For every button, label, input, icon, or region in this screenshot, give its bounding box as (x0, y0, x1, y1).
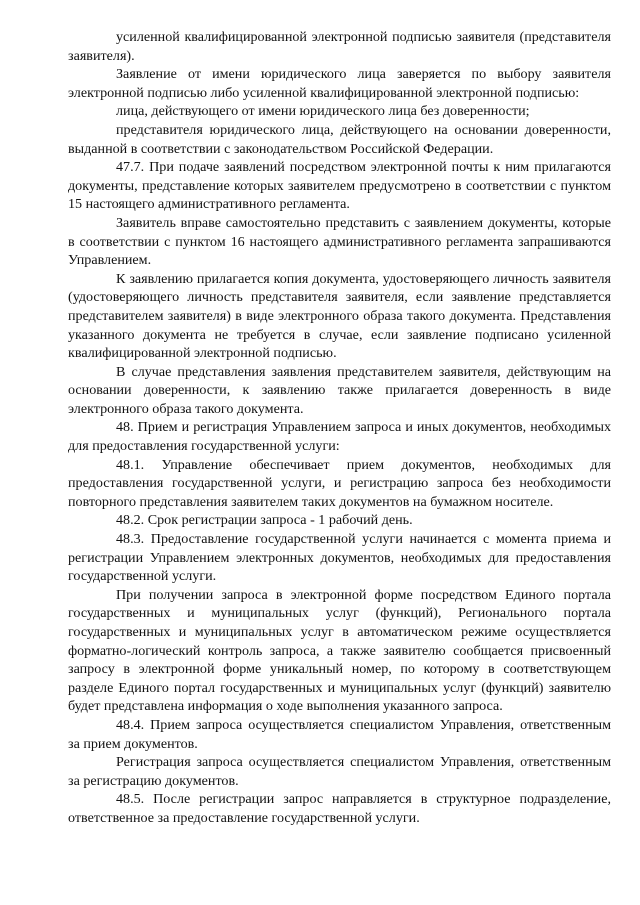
paragraph: К заявлению прилагается копия документа, удостоверяющего личность заявителя (удостоверяющего личность представителя заявителя, если заявление представляется представителем заявителя) в виде электронного образа такого документа. Представления указанного документа не требуется в случае, если заявление подписано усиленной квалифицированной электронной подписью. (68, 270, 611, 362)
paragraph: При получении запроса в электронной форме посредством Единого портала государственных и муниципальных услуг (функций), Регионального портала государственных и муниципальных услуг в автоматическом режиме осуществляется форматно-логический контроль запроса, а также заявителю сообщается присвоенный запросу в электронной форме уникальный номер, по которому в соответствующем разделе Единого портал государственных и муниципальных услуг (функций) заявителю будет представлена информация о ходе выполнения указанного запроса. (68, 586, 611, 715)
paragraph: В случае представления заявления представителем заявителя, действующим на основании доверенности, к заявлению также прилагается доверенность в виде электронного образа такого документа. (68, 363, 611, 417)
paragraph: 48.4. Прием запроса осуществляется специалистом Управления, ответственным за прием документов. (68, 716, 611, 752)
paragraph: Заявитель вправе самостоятельно представить с заявлением документы, которые в соответствии с пунктом 16 настоящего административного регламента запрашиваются Управлением. (68, 214, 611, 269)
paragraph: 48.3. Предоставление государственной услуги начинается с момента приема и регистрации Управлением электронных документов, необходимых для предоставления государственной услуги. (68, 531, 611, 585)
paragraph: 48.1. Управление обеспечивает прием документов, необходимых для предоставления государственной услуги, и регистрацию запроса без необходимости повторного представления заявителем таких документов на бумажном носителе. (68, 456, 611, 510)
paragraph: представителя юридического лица, действующего на основании доверенности, выданной в соответствии с законодательством Российской Федерации. (68, 121, 611, 157)
paragraph: лица, действующего от имени юридического лица без доверенности; (116, 103, 530, 120)
paragraph: Заявление от имени юридического лица заверяется по выбору заявителя электронной подписью либо усиленной квалифицированной электронной подписью: (68, 66, 611, 101)
paragraph: 47.7. При подаче заявлений посредством электронной почты к ним прилагаются документы, представление которых заявителем предусмотрено в соответствии с пунктом 15 настоящего административного регламента. (68, 159, 611, 213)
paragraph: усиленной квалифицированной электронной подписью заявителя (представителя заявителя). (68, 29, 611, 64)
document-page (68, 28, 611, 828)
paragraph: Регистрация запроса осуществляется специалистом Управления, ответственным за регистрацию документов. (68, 754, 611, 789)
paragraph: 48. Прием и регистрация Управлением запроса и иных документов, необходимых для предоставления государственной услуги: (68, 419, 611, 455)
paragraph: 48.5. После регистрации запрос направляется в структурное подразделение, ответственное за предоставление государственной услуги. (68, 791, 611, 826)
paragraph: 48.2. Срок регистрации запроса - 1 рабочий день. (116, 512, 413, 529)
